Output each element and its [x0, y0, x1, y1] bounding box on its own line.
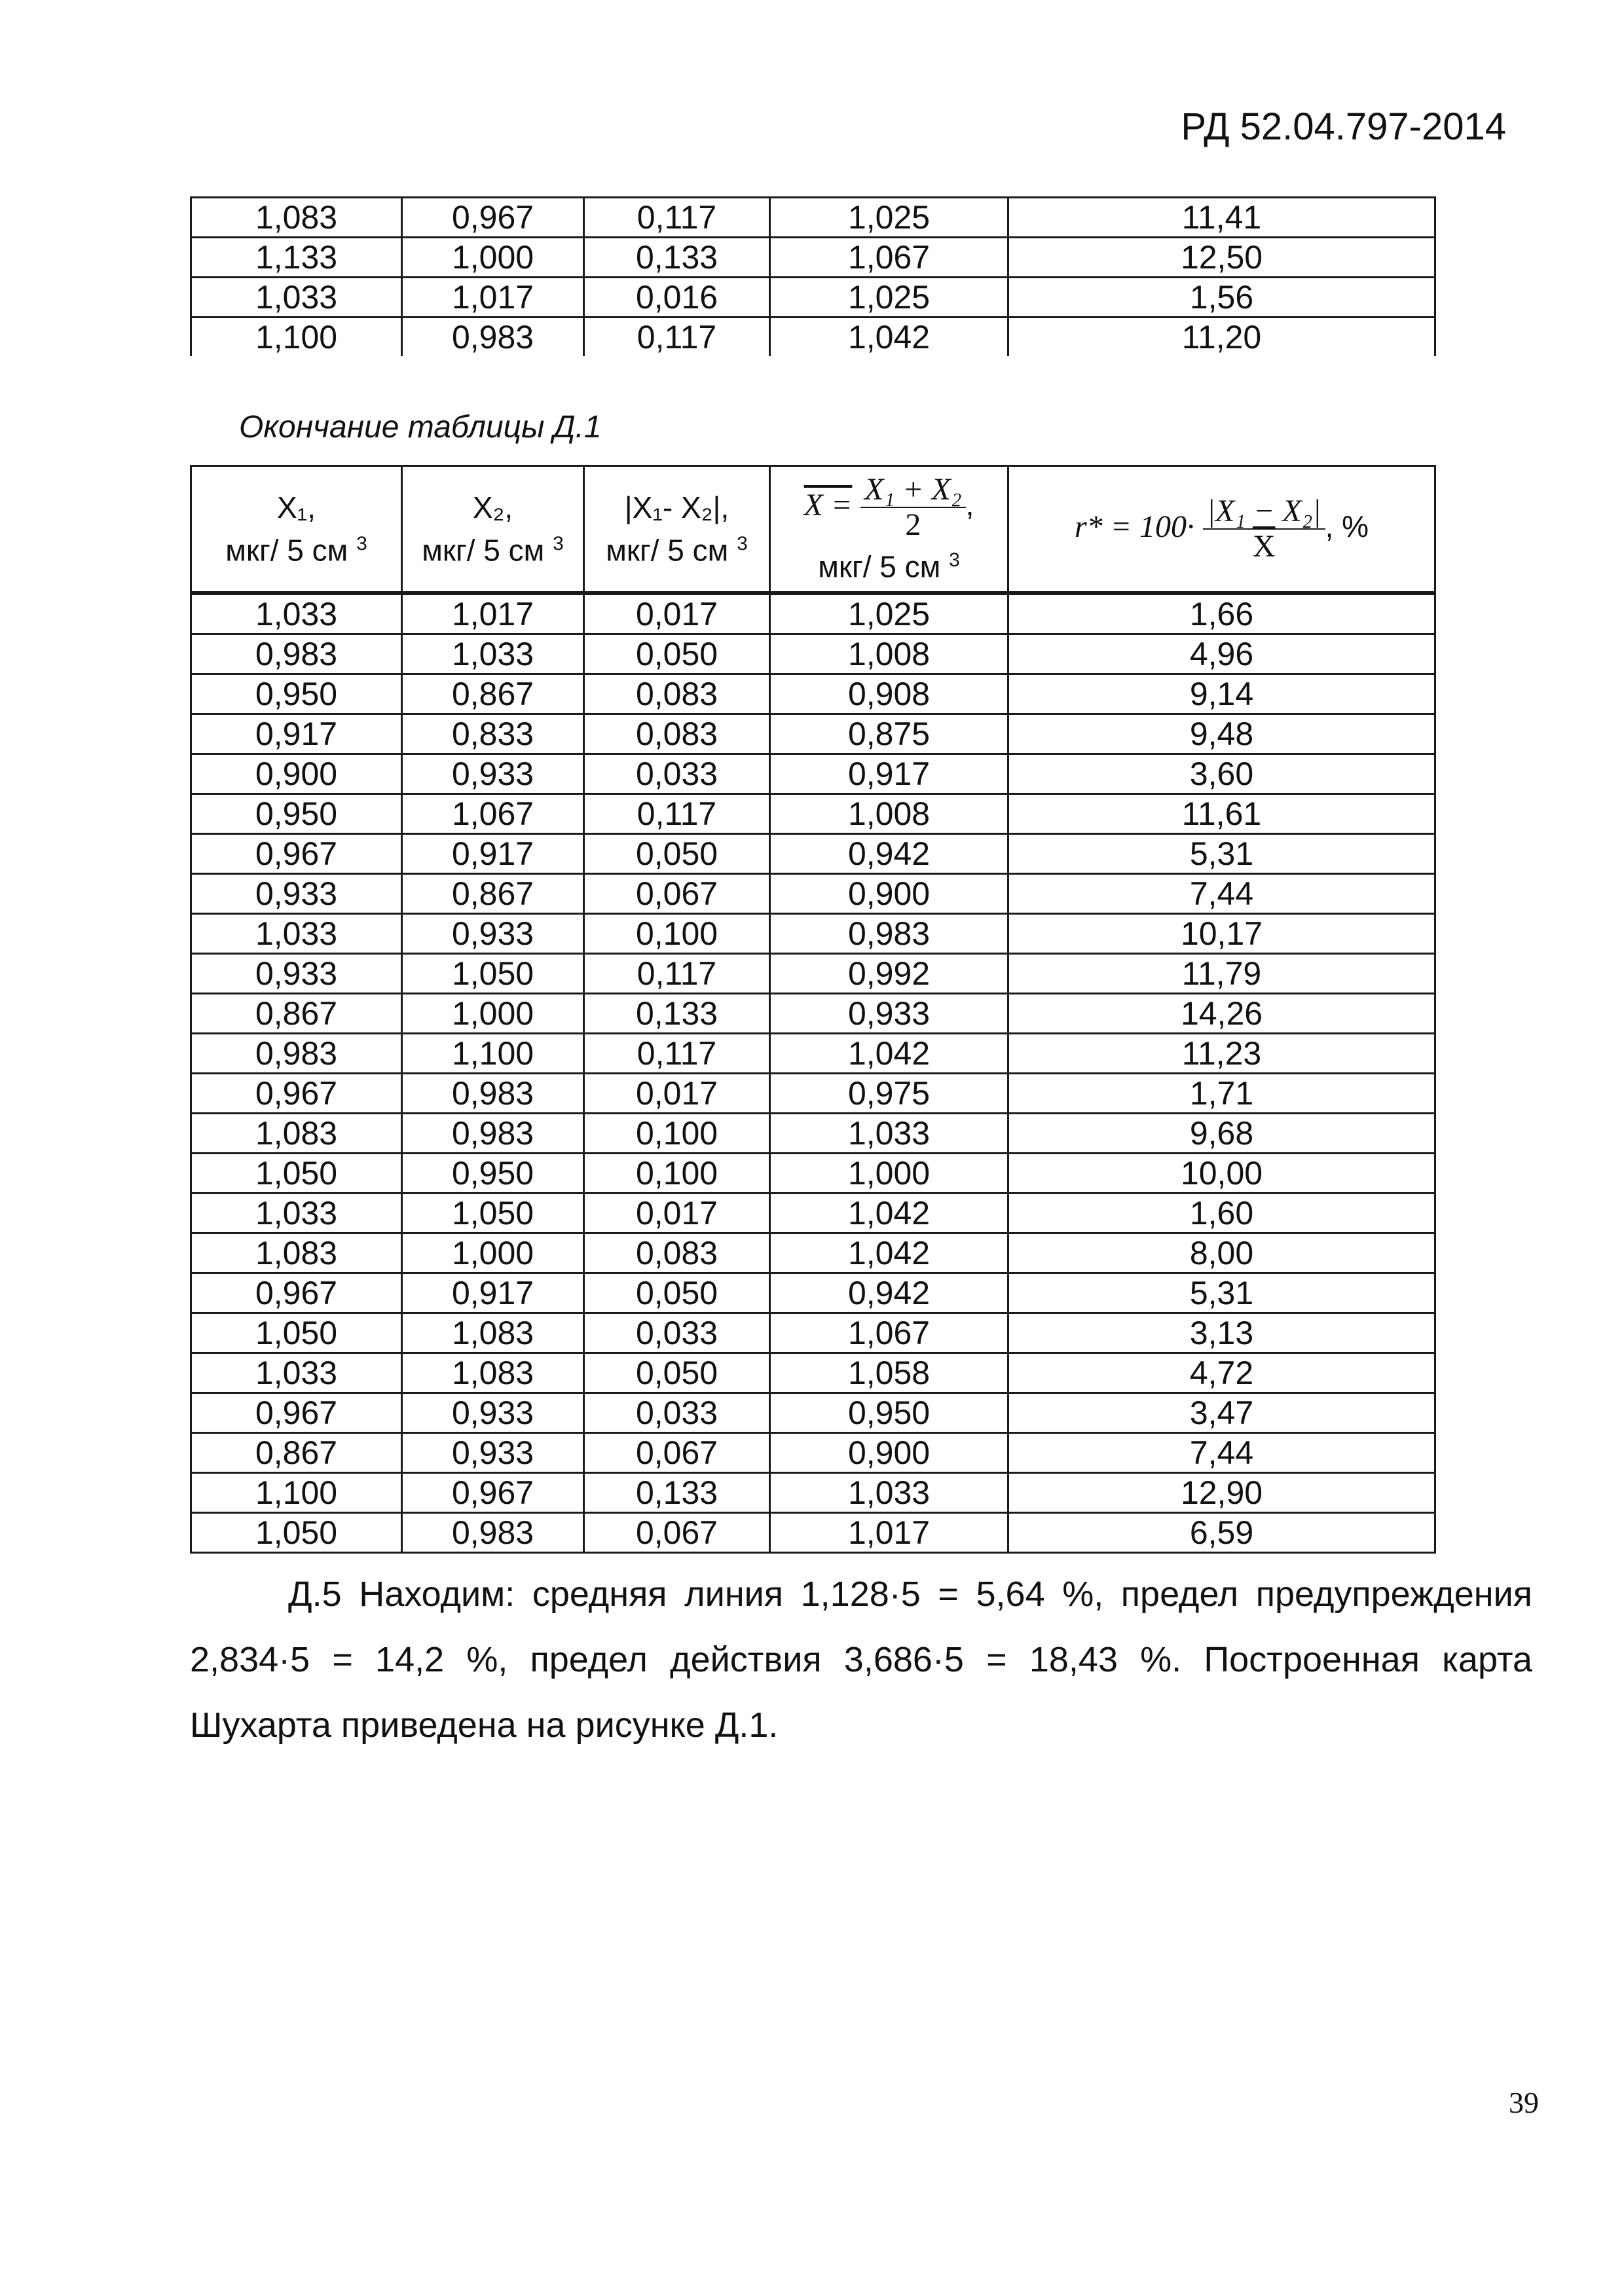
table-cell: 1,042	[770, 1233, 1008, 1273]
table-cell: 0,933	[191, 874, 402, 914]
table-cell: 1,058	[770, 1353, 1008, 1393]
table-cell: 0,983	[770, 914, 1008, 954]
table-cell: 0,083	[584, 714, 770, 754]
table-cell: 1,042	[770, 1034, 1008, 1074]
header-relative-diff-formula: r* = 100· $\frac{\text{|X₁ − X₂|}}{X}$ , %	[1008, 466, 1435, 594]
table-row	[191, 994, 1435, 1034]
table-cell: 9,48	[1008, 714, 1435, 754]
table-cell: 1,033	[191, 593, 402, 634]
table-cell: 0,917	[402, 834, 584, 874]
table-header-row	[191, 466, 1435, 594]
table-cell: 1,083	[191, 1233, 402, 1273]
table-cell: 0,875	[770, 714, 1008, 754]
table-cell: 1,000	[770, 1154, 1008, 1194]
table-cell: 0,933	[402, 914, 584, 954]
table-row	[191, 593, 1435, 634]
table-cell: 0,900	[770, 874, 1008, 914]
table-cell: 10,00	[1008, 1154, 1435, 1194]
table-row	[191, 318, 1435, 357]
table-cell: 0,867	[191, 1433, 402, 1473]
table-cell: 0,033	[584, 754, 770, 794]
table-cell: 0,983	[402, 1114, 584, 1154]
header-mean-formula: X = $\frac{\text{X₁ + X₂}}{2}$ , мкг/ 5 см $^3$	[770, 466, 1008, 594]
table-cell: 4,72	[1008, 1353, 1435, 1393]
table-cell: 0,050	[584, 634, 770, 674]
table-cell: 0,050	[584, 834, 770, 874]
table-cell: 0,908	[770, 674, 1008, 714]
table-cell: 0,133	[584, 238, 770, 278]
table-cell: 1,008	[770, 634, 1008, 674]
table-cell: 0,016	[584, 278, 770, 318]
table-cell: 0,992	[770, 954, 1008, 994]
table-cell: 9,14	[1008, 674, 1435, 714]
table-cell: 0,083	[584, 674, 770, 714]
table-cell: 1,083	[402, 1313, 584, 1353]
table-row	[191, 1074, 1435, 1114]
table-cell: 1,033	[191, 1353, 402, 1393]
table-cell: 0,133	[584, 994, 770, 1034]
table-row	[191, 834, 1435, 874]
table-cell: 0,967	[402, 198, 584, 238]
table-row	[191, 198, 1435, 238]
table-cell: 0,933	[402, 754, 584, 794]
table-cell: 0,967	[191, 1393, 402, 1433]
table-cell: 0,933	[191, 954, 402, 994]
table-cell: 0,917	[191, 714, 402, 754]
table-cell: 0,067	[584, 1513, 770, 1553]
table-row	[191, 1154, 1435, 1194]
table-row	[191, 874, 1435, 914]
table-cell: 0,983	[402, 318, 584, 357]
table-cell: 0,033	[584, 1393, 770, 1433]
table-cell: 1,067	[770, 1313, 1008, 1353]
table-cell: 1,60	[1008, 1194, 1435, 1233]
document-code: РД 52.04.797-2014	[1181, 105, 1506, 148]
table-cell: 1,033	[770, 1473, 1008, 1513]
table-cell: 0,083	[584, 1233, 770, 1273]
table-cell: 0,067	[584, 1433, 770, 1473]
table-row	[191, 1393, 1435, 1433]
table-cell: 7,44	[1008, 1433, 1435, 1473]
table-row	[191, 1273, 1435, 1313]
table-cell: 0,942	[770, 1273, 1008, 1313]
table-cell: 12,90	[1008, 1473, 1435, 1513]
table-continuation-top	[190, 196, 1436, 356]
table-row	[191, 634, 1435, 674]
paragraph-d5: Д.5 Находим: средняя линия 1,128·5 = 5,64 %, предел предупреждения 2,834·5 = 14,2 %, предел действия 3,686·5 = 18,43 %. Построенная карта Шухарта приведена на рисунке Д.1.	[190, 1575, 1532, 1745]
table-cell: 1,050	[191, 1154, 402, 1194]
table-cell: 0,983	[402, 1513, 584, 1553]
table-cell: 0,067	[584, 874, 770, 914]
table-cell: 1,100	[402, 1034, 584, 1074]
table-cell: 0,133	[584, 1473, 770, 1513]
table-cell: 1,042	[770, 1194, 1008, 1233]
table-row	[191, 954, 1435, 994]
table-cell: 11,79	[1008, 954, 1435, 994]
table-cell: 1,017	[770, 1513, 1008, 1553]
table-cell: 1,025	[770, 278, 1008, 318]
table-row	[191, 1194, 1435, 1233]
table-cell: 0,050	[584, 1353, 770, 1393]
table-cell: 1,008	[770, 794, 1008, 834]
table-cell: 1,067	[402, 794, 584, 834]
table-row	[191, 914, 1435, 954]
table-cell: 0,933	[770, 994, 1008, 1034]
table-main	[190, 465, 1436, 1554]
table-cell: 1,033	[191, 914, 402, 954]
table-cell: 0,017	[584, 1194, 770, 1233]
table-cell: 1,050	[402, 1194, 584, 1233]
table-cell: 12,50	[1008, 238, 1435, 278]
table-cell: 0,967	[402, 1473, 584, 1513]
table-cell: 1,050	[191, 1513, 402, 1553]
header-x1: X₁, мкг/ 5 см $^3$	[191, 466, 402, 594]
table-row	[191, 1114, 1435, 1154]
table-cell: 11,23	[1008, 1034, 1435, 1074]
table-cell: 0,900	[191, 754, 402, 794]
table-cell: 1,033	[191, 278, 402, 318]
table-row	[191, 714, 1435, 754]
table-cell: 5,31	[1008, 1273, 1435, 1313]
table-row	[191, 1313, 1435, 1353]
table-cell: 0,017	[584, 1074, 770, 1114]
table-caption: Окончание таблицы Д.1	[239, 410, 602, 445]
table-cell: 0,933	[402, 1393, 584, 1433]
table-cell: 0,117	[584, 954, 770, 994]
table-cell: 0,983	[402, 1074, 584, 1114]
table-cell: 1,000	[402, 1233, 584, 1273]
table-cell: 0,933	[402, 1433, 584, 1473]
table-row	[191, 674, 1435, 714]
header-abs-diff: |X₁- X₂|, мкг/ 5 см $^3$	[584, 466, 770, 594]
table-cell: 1,083	[191, 1114, 402, 1154]
table-cell: 1,56	[1008, 278, 1435, 318]
table-cell: 9,68	[1008, 1114, 1435, 1154]
table-row	[191, 1433, 1435, 1473]
table-cell: 1,033	[402, 634, 584, 674]
table-cell: 1,025	[770, 198, 1008, 238]
table-row	[191, 278, 1435, 318]
table-cell: 1,083	[402, 1353, 584, 1393]
table-cell: 1,025	[770, 593, 1008, 634]
table-cell: 11,20	[1008, 318, 1435, 357]
table-cell: 0,867	[402, 674, 584, 714]
table-cell: 0,117	[584, 318, 770, 357]
table-cell: 0,983	[191, 634, 402, 674]
table-row	[191, 238, 1435, 278]
table-cell: 3,60	[1008, 754, 1435, 794]
table-cell: 1,050	[402, 954, 584, 994]
table-cell: 0,017	[584, 593, 770, 634]
table-cell: 1,100	[191, 318, 402, 357]
table-cell: 0,100	[584, 914, 770, 954]
table-row	[191, 794, 1435, 834]
table-cell: 0,942	[770, 834, 1008, 874]
table-cell: 1,050	[191, 1313, 402, 1353]
table-cell: 1,71	[1008, 1074, 1435, 1114]
table-cell: 0,117	[584, 198, 770, 238]
table-cell: 3,13	[1008, 1313, 1435, 1353]
table-cell: 1,66	[1008, 593, 1435, 634]
table-cell: 10,17	[1008, 914, 1435, 954]
table-cell: 6,59	[1008, 1513, 1435, 1553]
table-cell: 4,96	[1008, 634, 1435, 674]
table-row	[191, 1233, 1435, 1273]
table-cell: 1,067	[770, 238, 1008, 278]
table-cell: 0,833	[402, 714, 584, 754]
table-cell: 0,867	[191, 994, 402, 1034]
table-cell: 0,100	[584, 1154, 770, 1194]
table-cell: 0,867	[402, 874, 584, 914]
table-cell: 5,31	[1008, 834, 1435, 874]
table-cell: 0,033	[584, 1313, 770, 1353]
table-cell: 1,100	[191, 1473, 402, 1513]
table-cell: 3,47	[1008, 1393, 1435, 1433]
table-cell: 1,033	[770, 1114, 1008, 1154]
table-cell: 0,975	[770, 1074, 1008, 1114]
table-cell: 1,000	[402, 238, 584, 278]
table-cell: 0,967	[191, 1074, 402, 1114]
table-row	[191, 1513, 1435, 1553]
table-cell: 1,000	[402, 994, 584, 1034]
table-cell: 0,050	[584, 1273, 770, 1313]
table-cell: 0,917	[770, 754, 1008, 794]
table-row	[191, 754, 1435, 794]
table-cell: 0,117	[584, 794, 770, 834]
table-cell: 1,033	[191, 1194, 402, 1233]
page-number: 39	[1509, 2086, 1539, 2119]
table-cell: 14,26	[1008, 994, 1435, 1034]
table-cell: 1,017	[402, 593, 584, 634]
table-cell: 0,900	[770, 1433, 1008, 1473]
table-cell: 1,083	[191, 198, 402, 238]
table-cell: 0,100	[584, 1114, 770, 1154]
table-cell: 0,983	[191, 1034, 402, 1074]
table-row	[191, 1353, 1435, 1393]
table-cell: 0,917	[402, 1273, 584, 1313]
table-cell: 0,950	[402, 1154, 584, 1194]
table-cell: 1,133	[191, 238, 402, 278]
table-cell: 0,117	[584, 1034, 770, 1074]
table-cell: 8,00	[1008, 1233, 1435, 1273]
table-row	[191, 1034, 1435, 1074]
table-cell: 0,950	[191, 794, 402, 834]
table-cell: 7,44	[1008, 874, 1435, 914]
table-cell: 11,61	[1008, 794, 1435, 834]
table-cell: 0,967	[191, 1273, 402, 1313]
table-cell: 1,017	[402, 278, 584, 318]
table-cell: 0,950	[191, 674, 402, 714]
table-cell: 1,042	[770, 318, 1008, 357]
header-x2: X₂, мкг/ 5 см $^3$	[402, 466, 584, 594]
table-cell: 0,950	[770, 1393, 1008, 1433]
table-cell: 0,967	[191, 834, 402, 874]
table-row	[191, 1473, 1435, 1513]
table-cell: 11,41	[1008, 198, 1435, 238]
